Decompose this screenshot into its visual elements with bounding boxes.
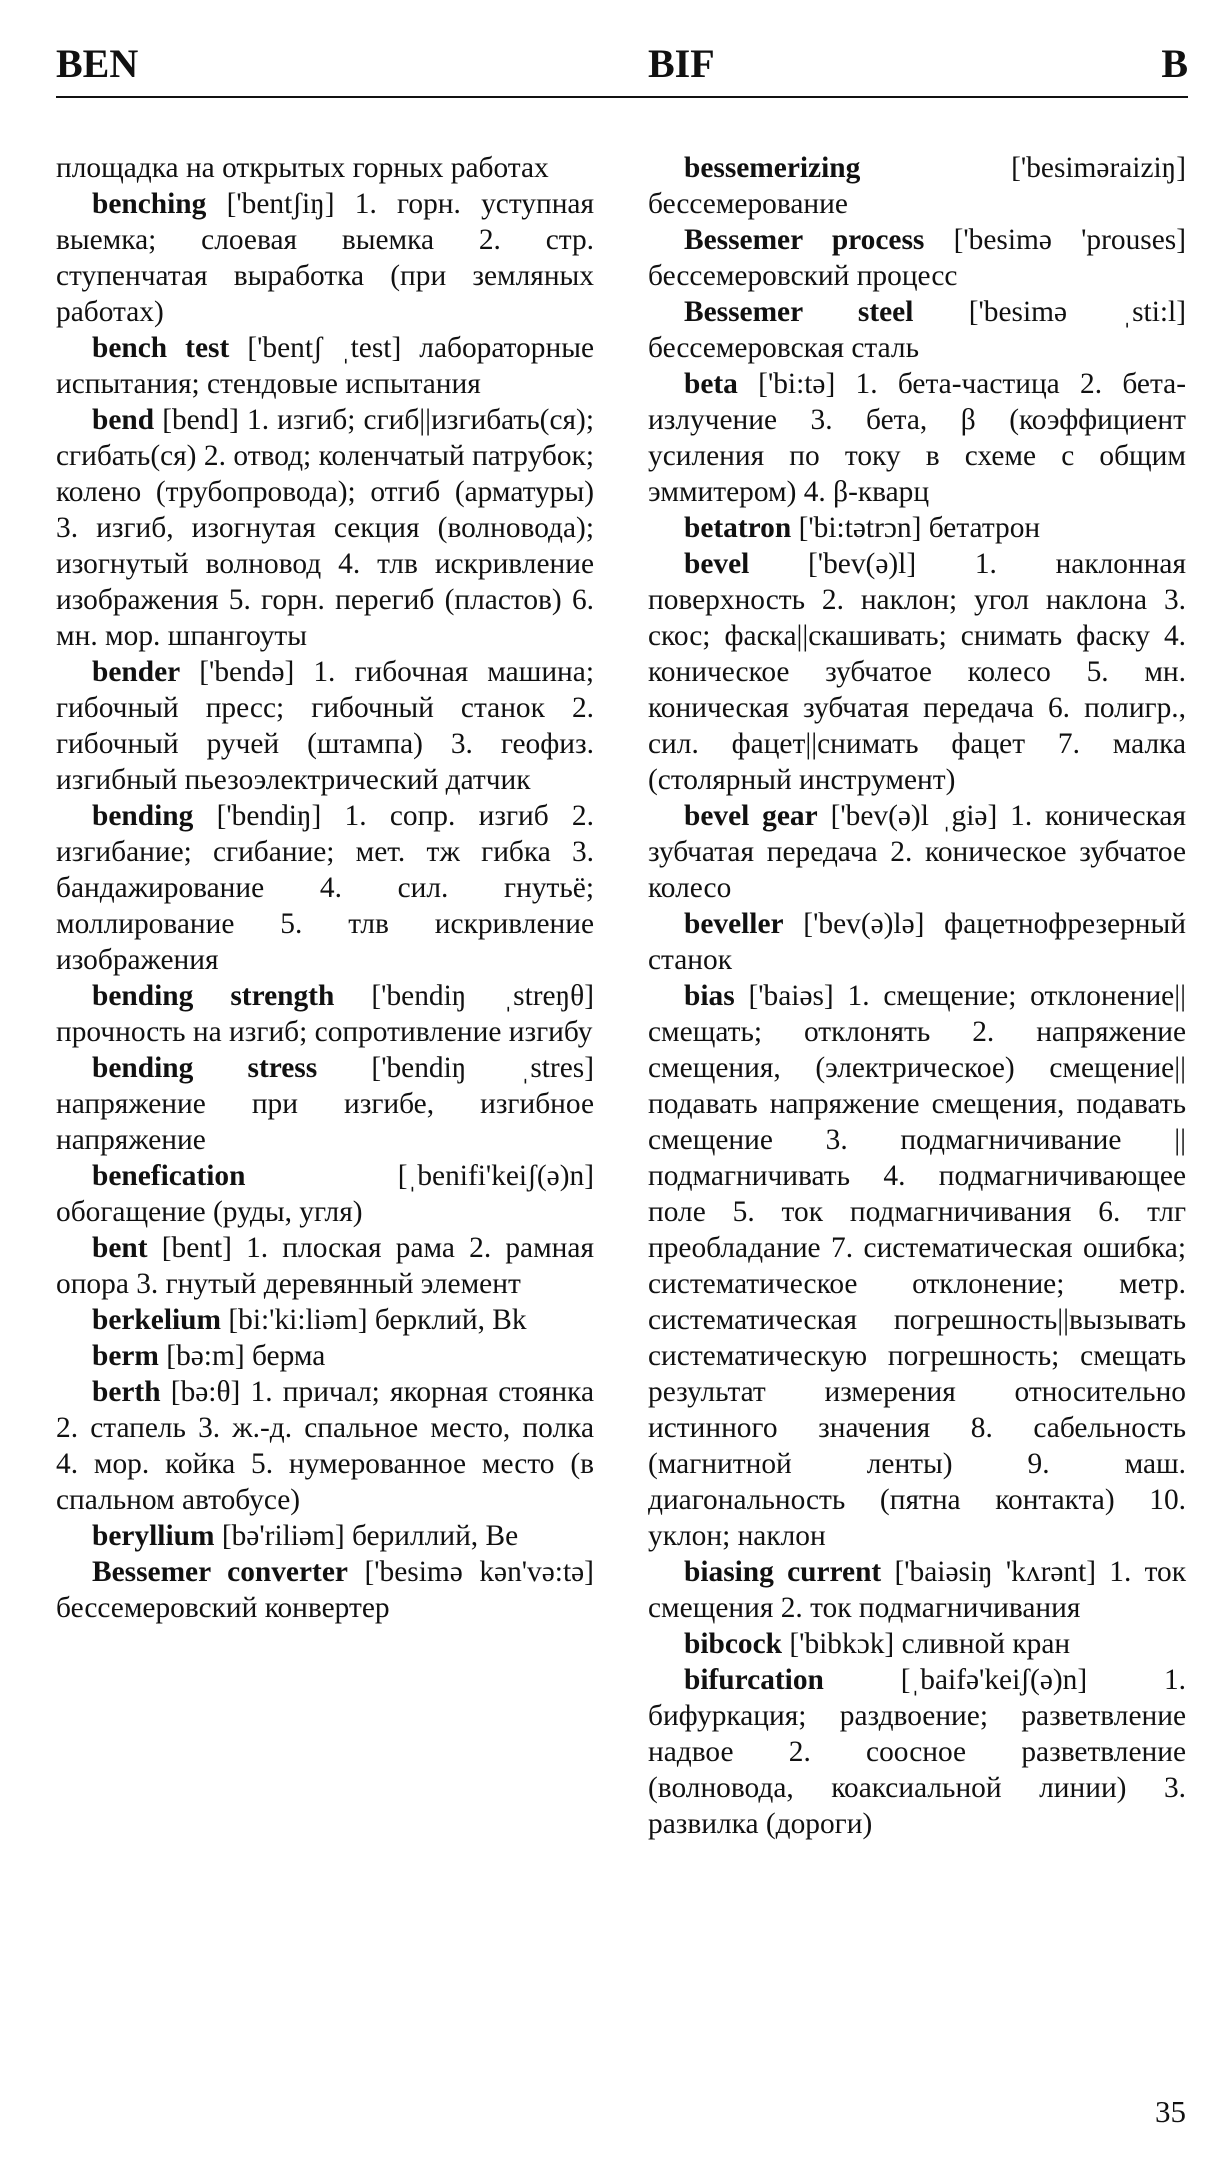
dictionary-entry [56,402,594,654]
header-center-guideword: BIF [648,41,715,86]
dictionary-entry [56,1158,594,1230]
dictionary-entry [56,1050,594,1158]
dictionary-entry [56,1302,594,1338]
dictionary-entry [648,798,1186,906]
dictionary-entry [56,978,594,1050]
entry-text: [bi:'ki:liəm] берклий, Bk [228,1304,527,1336]
entry-text: ['bendə] 1. гибочная машина; гибочный пресс; гибочный станок 2. гибочный ручей (штампа) 3. геофиз. изгибный пьезоэлектрический датчик [56,656,594,796]
page-header [56,40,1188,92]
entry-headword: berth [92,1376,161,1408]
entry-headword: bibcock [684,1628,782,1660]
entry-text: [bə:m] берма [166,1340,326,1372]
header-rule [56,96,1188,98]
right-column [648,150,1186,1842]
entry-text: ['baiəsiŋ 'kʌrənt] 1. ток смещения 2. ток подмагничивания [648,1556,1186,1624]
left-column [56,150,594,1626]
entry-headword: berm [92,1340,159,1372]
entry-text: ['bev(ə)l ˌgiə] 1. коническая зубчатая передача 2. коническое зубчатое колесо [648,800,1186,904]
entry-headword: beveller [684,908,784,940]
entry-headword: bias [684,980,735,1012]
entry-text: ['besimə kən'və:tə] бессемеровский конвертер [56,1556,594,1624]
entry-text: [bent] 1. плоская рама 2. рамная опора 3. гнутый деревянный элемент [56,1232,594,1300]
page-number: 35 [1155,2094,1186,2129]
entry-headword: bending [92,800,194,832]
dictionary-entry [56,1230,594,1302]
dictionary-entry [56,330,594,402]
dictionary-entry [648,906,1186,978]
entry-text: ['bendiŋ ˌstres] напряжение при изгибе, изгибное напряжение [56,1052,594,1156]
entry-headword: berkelium [92,1304,221,1336]
dictionary-entry [648,1554,1186,1626]
header-section-letter: B [1161,41,1188,86]
entry-text: [ˌbenifi'keiʃ(ə)n] обогащение (руды, угля) [56,1160,594,1228]
entry-text: ['bentʃ ˌtest] лабораторные испытания; стендовые испытания [56,332,594,400]
entry-text: ['bibkɔk] сливной кран [789,1628,1071,1660]
entry-headword: bender [92,656,181,688]
entry-text: ['besimərаiziŋ] бессемерование [648,152,1186,220]
entry-headword: beta [684,368,738,400]
entry-headword: bending strength [92,980,335,1012]
dictionary-entry [648,978,1186,1554]
dictionary-entry [56,654,594,798]
dictionary-entry [56,1518,594,1554]
dictionary-entry [648,222,1186,294]
entry-text: [ˌbaifə'keiʃ(ə)n] 1. бифуркация; раздвоение; разветвление надвое 2. соосное разветвление (волновода, коаксиальной линии) 3. развилка (дороги) [648,1664,1186,1840]
entry-text: ['bev(ə)l] 1. наклонная поверхность 2. наклон; угол наклона 3. скос; фаска||скашивать; снимать фаску 4. коническое зубчатое колесо 5. мн. коническая зубчатая передача 6. полигр., сил. фацет||снимать фацет 7. малка (столярный инструмент) [648,548,1186,796]
entry-text: ['bev(ə)lə] фацетнофрезерный станок [648,908,1186,976]
entry-text: [bə'riliəm] бериллий, Be [221,1520,519,1552]
entry-text: ['bi:tə] 1. бета-частица 2. бета-излучение 3. бета, β (коэффициент усиления по току в схеме с общим эммитером) 4. β-кварц [648,368,1186,508]
dictionary-entry [648,1662,1186,1842]
dictionary-entry [56,186,594,330]
header-left-guideword: BEN [56,41,139,86]
entry-text: [bə:θ] 1. причал; якорная стоянка 2. стапель 3. ж.-д. спальное место, полка 4. мор. койка 5. нумерованное место (в спальном автобусе) [56,1376,594,1516]
entry-headword: bench test [92,332,230,364]
entry-headword: betatron [684,512,792,544]
dictionary-entry [56,150,594,186]
entry-headword: bevel [684,548,750,580]
dictionary-entry [648,546,1186,798]
dictionary-entry [648,366,1186,510]
entry-text: площадка на открытых горных работах [56,152,549,184]
entry-headword: bifurcation [684,1664,824,1696]
dictionary-entry [648,510,1186,546]
entry-text: ['baiəs] 1. смещение; отклонение||смещать; отклонять 2. напряжение смещения, (электрическое) смещение||подавать напряжение смещения, подавать смещение 3. подмагничивание ||подмагничивать 4. подмагничивающее поле 5. ток подмагничивания 6. тлг преобладание 7. систематическая ошибка; систематическое отклонение; метр. систематическая погрешность||вызывать систематическую погрешность; смещать результат измерения относительно истинного значения 8. сабельность (магнитной ленты) 9. маш. диагональность (пятна контакта) 10. уклон; наклон [648,980,1186,1552]
dictionary-entry [56,1338,594,1374]
entry-text: [bend] 1. изгиб; сгиб||изгибать(ся); сгибать(ся) 2. отвод; коленчатый патрубок; колено (трубопровода); отгиб (арматуры) 3. изгиб, изогнутая секция (волновода); изогнутый волновод 4. тлв искривление изображения 5. горн. перегиб (пластов) 6. мн. мор. шпангоуты [56,404,594,652]
entry-headword: Bessemer steel [684,296,914,328]
entry-headword: benching [92,188,207,220]
entry-text: ['besimə 'prouses] бессемеровский процесс [648,224,1186,292]
entry-headword: Bessemer converter [92,1556,348,1588]
entry-text: ['bendiŋ ˌstreŋθ] прочность на изгиб; сопротивление изгибу [56,980,594,1048]
entry-headword: bevel gear [684,800,818,832]
entry-headword: beryllium [92,1520,215,1552]
entry-headword: bending stress [92,1052,318,1084]
entry-text: ['bendiŋ] 1. сопр. изгиб 2. изгибание; сгибание; мет. тж гибка 3. бандажирование 4. сил. гнутьё; моллирование 5. тлв искривление изображения [56,800,594,976]
dictionary-entry [56,798,594,978]
entry-headword: bent [92,1232,148,1264]
dictionary-entry [648,294,1186,366]
dictionary-entry [56,1554,594,1626]
dictionary-entry [56,1374,594,1518]
entry-headword: bessemerizing [684,152,861,184]
entry-headword: Bessemer process [684,224,925,256]
entry-headword: bend [92,404,155,436]
entry-headword: biasing current [684,1556,882,1588]
dictionary-entry [648,150,1186,222]
entry-headword: benefication [92,1160,246,1192]
entry-text: ['besimə ˌsti:l] бессемеровская сталь [648,296,1186,364]
dictionary-entry [648,1626,1186,1662]
entry-text: ['bi:tətrɔn] бетатрон [798,512,1041,544]
entry-text: ['bentʃiŋ] 1. горн. уступная выемка; слоевая выемка 2. стр. ступенчатая выработка (при земляных работах) [56,188,594,328]
